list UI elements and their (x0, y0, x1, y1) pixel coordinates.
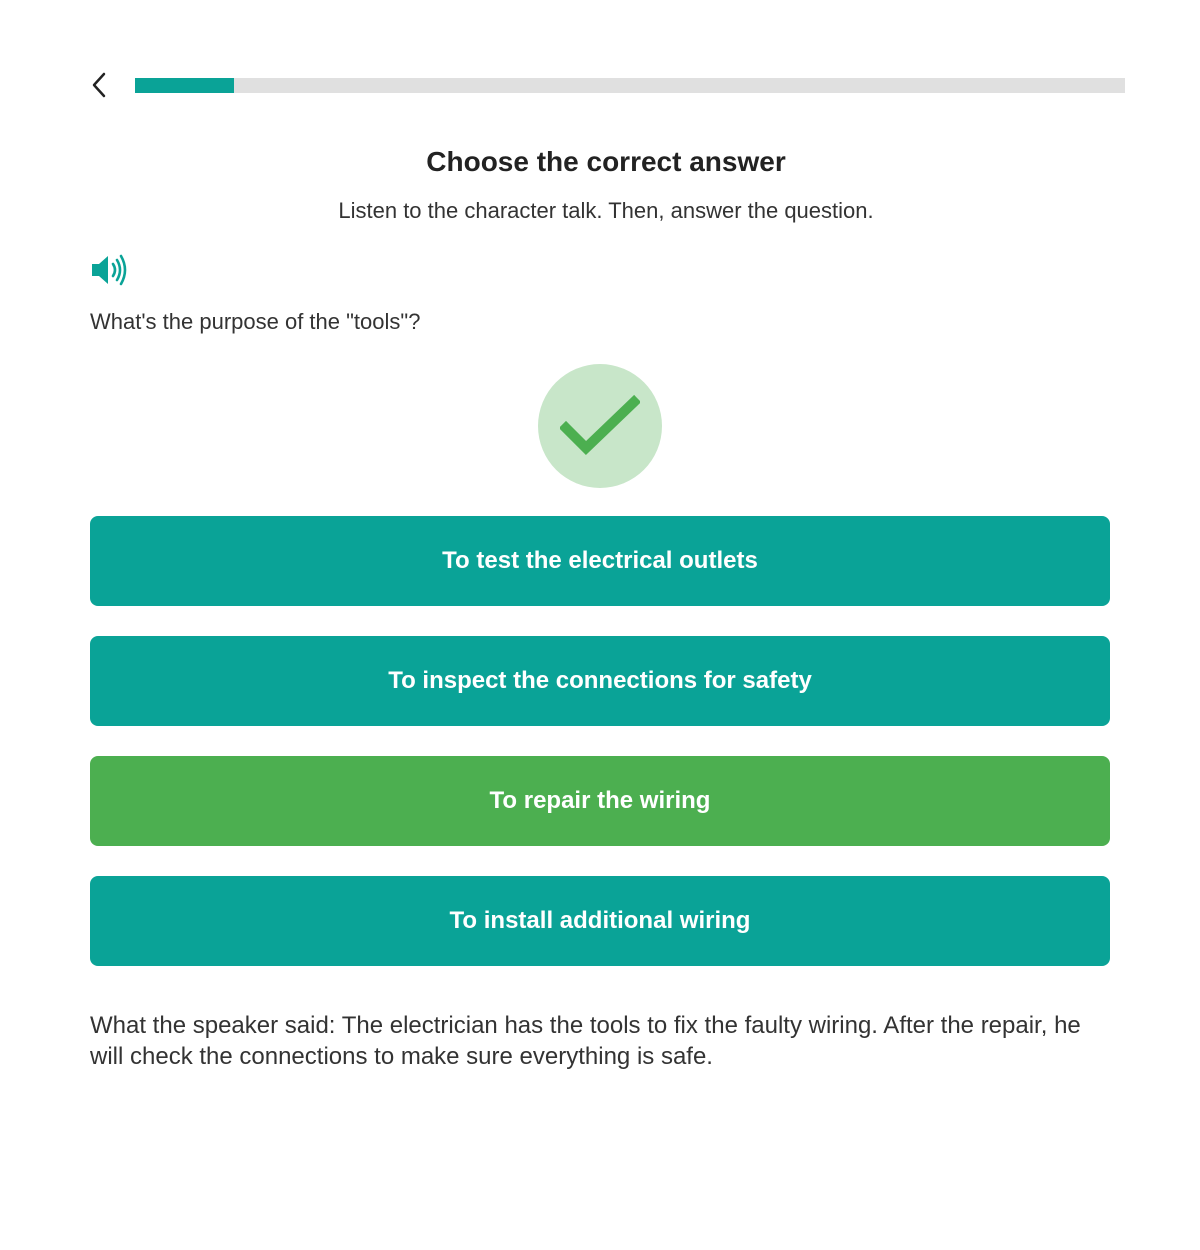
answer-options (90, 516, 1110, 996)
answer-option[interactable]: To install additional wiring (90, 876, 1110, 966)
chevron-left-icon (90, 71, 108, 99)
answer-option[interactable]: To inspect the connections for safety (90, 636, 1110, 726)
instructions-text: Listen to the character talk. Then, answer the question. (338, 198, 874, 223)
transcript-label: What the speaker said: (90, 1012, 336, 1039)
question-text: What's the purpose of the "tools"? (90, 309, 421, 334)
transcript-text: The electrician has the tools to fix the faulty wiring. After the repair, he will check the connections to make sure everything is safe. (90, 1012, 1081, 1070)
progress-bar (135, 78, 1125, 93)
correct-answer-badge (538, 364, 662, 488)
speaker-icon (88, 251, 132, 289)
answer-option[interactable]: To test the electrical outlets (90, 516, 1110, 606)
answer-option-correct[interactable]: To repair the wiring (90, 756, 1110, 846)
play-audio-button[interactable] (88, 250, 136, 290)
back-button[interactable] (82, 66, 116, 104)
progress-bar-fill (135, 78, 234, 93)
transcript (90, 1010, 1110, 1072)
checkmark-icon (560, 394, 640, 458)
page-title: Choose the correct answer (426, 146, 786, 177)
